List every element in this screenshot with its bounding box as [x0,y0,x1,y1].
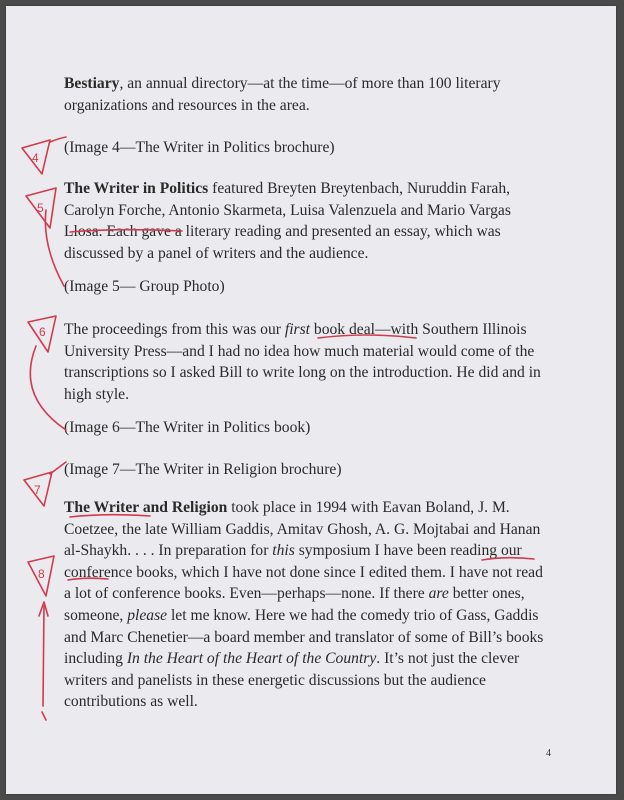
marker-6-triangle [28,316,56,352]
caption-image-5: (Image 5— Group Photo) [64,278,225,295]
marker-5-leader [45,210,64,286]
paragraph-bestiary [64,73,552,116]
marker-8-triangle [28,556,54,596]
proceedings-text-before: The proceedings from this was our [64,321,285,338]
paragraph-writer-and-religion [64,497,552,713]
religion-italic-this: this [272,542,295,560]
marker-6-label: 6 [39,325,46,339]
marker-5-label: 5 [37,201,44,215]
writer-in-politics-text: featured Breyten Breytenbach, Nuruddin Farah, Carolyn Forche, Antonio Skarmeta, Luisa Valenzuela and Mario Vargas Llosa. Each gave a literary reading and presented an essay, which was discussed by a panel of writers and the audience. [64,180,511,262]
page-number: 4 [546,748,551,759]
marker-5-triangle [26,188,56,228]
marker-4-triangle [22,140,50,174]
marker-6-leader [30,346,66,430]
religion-text-e: . It’s not just the clever writers and panelists in these energetic discussions but the audience contributions as well. [64,650,520,711]
religion-text-a: took place in 1994 with Eavan Boland, J. M. Coetzee, the late William Gaddis, Amitav Ghosh, A. G. Mojtabai and Hanan al-Shaykh. . . . In preparation for [64,499,541,560]
marker-8-tail [42,712,46,720]
caption-image-7: (Image 7—The Writer in Religion brochure) [64,461,342,478]
caption-image-4: (Image 4—The Writer in Politics brochure) [64,139,335,156]
writer-and-religion-title: The Writer and Religion [64,499,228,516]
religion-text-d: let me know. Here we had the comedy trio of Gass, Gaddis and Marc Chenetier—a board member and translator of some of Bill’s books including [64,606,544,668]
marker-7-triangle [24,472,52,506]
religion-text-c: better ones, someone, [64,585,525,624]
religion-italic-please: please [127,606,168,624]
writer-in-politics-title: The Writer in Politics [64,180,209,197]
paragraph-writer-in-politics [64,178,552,264]
marker-8-arrow-line [43,606,44,706]
marker-4-label: 4 [32,151,39,165]
bestiary-title: Bestiary [64,75,120,92]
religion-italic-book-title: In the Heart of the Heart of the Country [126,650,377,668]
marker-7-label: 7 [34,483,41,497]
bestiary-text: , an annual directory—at the time—of more than 100 literary organizations and resources in the area. [64,75,501,114]
caption-image-6: (Image 6—The Writer in Politics book) [64,419,311,436]
marker-8-arrowhead [39,602,48,616]
proceedings-italic-first: first [284,321,310,338]
paragraph-proceedings [64,319,552,405]
religion-italic-are: are [428,585,449,603]
marker-8-label: 8 [38,567,45,581]
religion-text-b: symposium I have been reading our conference books, which I have not done since I edited them. I have not read a lot of conference books. Even—perhaps—none. If there [64,542,543,603]
document-page [6,6,616,794]
proceedings-text-after: book deal—with Southern Illinois University Press—and I had no idea how much material would come of the transcriptions so I asked Bill to write long on the introduction. He did and in high style. [64,321,541,403]
